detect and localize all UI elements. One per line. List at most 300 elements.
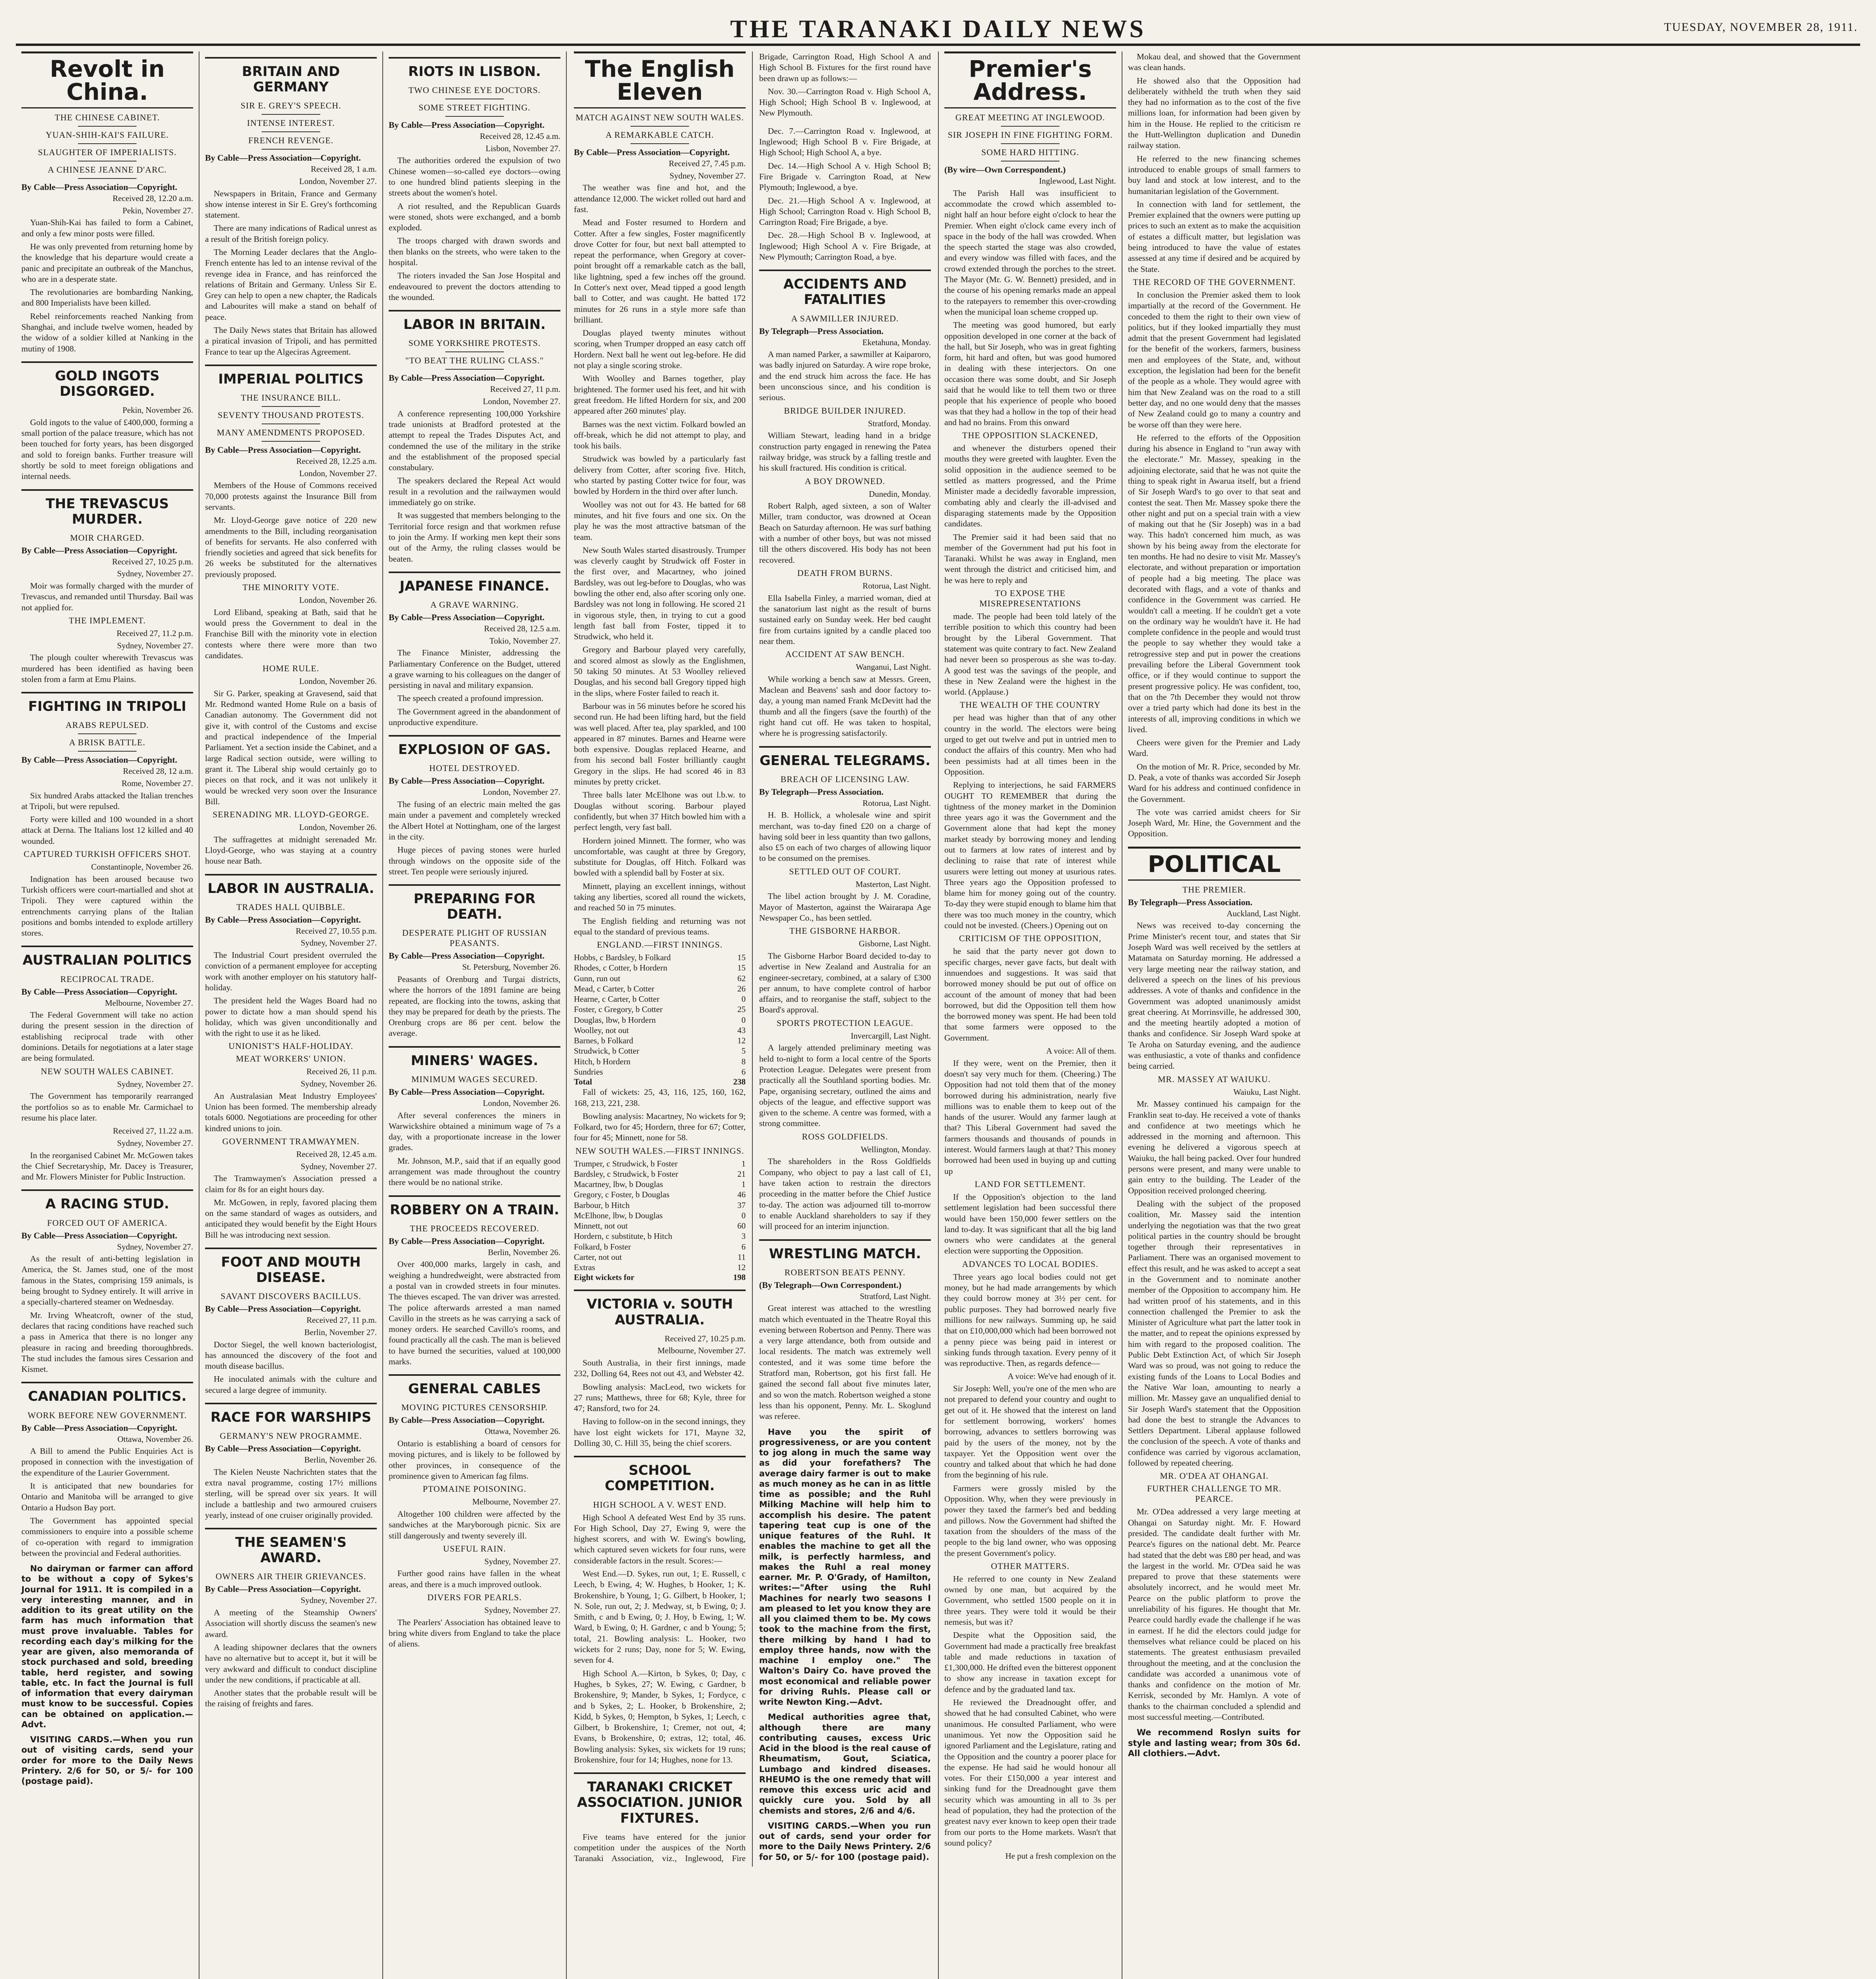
headline: FIGHTING IN TRIPOLI [21,692,193,717]
subheading: MINIMUM WAGES SECURED. [411,1074,538,1084]
place-dateline: Received 27, 10.25 p.m. [112,556,193,566]
advertisement: Medical authorities agree that, although there are many contributing causes, excess Uric Acid in the blood is the real cause of Rheumatism, Gout, Sciatica, Lumbago and kindred diseases. RHEUMO is the one remedy that will remove this excess uric acid and quickly cure you. Sold by all chemists and stores, 2/6 and 4/6. [759,1712,931,1816]
paragraph: A leading shipowner declares that the owners have no alternative but to accept it, but it will be very awkward and difficult to conduct discipline under the new conditions, if practicable at all. [205,1642,377,1685]
dateline: By Cable—Press Association—Copyright. [389,612,545,622]
subheading: LAND FOR SETTLEMENT. [974,1179,1086,1189]
issue-date: TUESDAY, NOVEMBER 28, 1911. [1664,21,1858,34]
place-dateline: Rotorua, Last Night. [862,798,931,808]
subheading: A CHINESE JEANNE D'ARC. [47,165,167,175]
subheading: THE OPPOSITION SLACKENED, [962,430,1098,441]
paragraph: The shareholders in the Ross Goldfields Company, who object to pay a last call of £1, have taken action to restrain the directors proceeding in the matter before the Chief Justice to-day. The action was adjourned till to-morrow to enable Auckland shareholders to say if they will proceed for an interim injunction. [759,1157,931,1231]
paragraph: Gregory and Barbour played very carefully, and scored almost as slowly as the Englishmen, 50 taking 50 minutes. At 53 Woolley relieved Douglas, and his second ball Gregory tipped high in the slips, where Foster failed to reach it. [574,645,746,698]
subheading: SERENADING MR. LLOYD-GEORGE. [213,809,369,820]
subheading: THE WEALTH OF THE COUNTRY [960,700,1101,710]
subheading: UNIONIST'S HALF-HOLIDAY. [228,1041,353,1051]
subheading: CAPTURED TURKISH OFFICERS SHOT. [23,849,191,859]
paragraph: In conclusion the Premier asked them to look impartially at the record of the Government. He conceded to them the right to their own view of politics, but if they looked impartially they must admit that the present Government had legislated for the benefit of the workers, farmers, business men and employees of the State, and, without exception, the legislation had been for the benefit of the people as a whole. They would agree with him that New Zealand was on the road to a still better day, and no one would deny that the masses of New Zealand could go to many a country and be worse off than they were here. [1128,290,1301,429]
place-dateline: Wanganui, Last Night. [856,662,931,672]
paragraph: If the Opposition's objection to the land settlement legislation had been successful there would have been 150,000 fewer settlers on the land to-day. It was significant that all the big land owners who were candidates at the general election were supporting the Opposition. [944,1192,1116,1256]
paragraph: Over 400,000 marks, largely in cash, and weighing a hundredweight, were abstracted from a postal van in crowded streets in four minutes. The thieves escaped. The van driver was arrested. The police afterwards arrested a man named Cavillo in the streets as he was carrying a sack of money orders. He searched Cavillo's rooms, and found practically all the cash. The man is believed to have burned the securities, valued at 100,000 marks. [389,1259,560,1367]
place-dateline: London, November 26. [299,595,377,605]
place-dateline: Invercargill, Last Night. [851,1031,931,1041]
scorecard-row [574,1169,746,1179]
place-dateline: Received 28, 12.25 a.m. [296,456,377,466]
headline: EXPLOSION OF GAS. [389,735,560,760]
paragraph: and whenever the disturbers opened their mouths they were greeted with laughter. Even the solid opposition in the audience seemed to be settled as matters progressed, and the Prime Minister made a decidedly favorable impression, combating ably and clearly the ill-advised and disparaging statements made by the Opposition candidates. [944,443,1116,529]
paragraph: A largely attended preliminary meeting was held to-night to form a local centre of the Sports Protection League. Delegates were present from practically all the Southland sporting bodies. Mr. Pape, organising secretary, outlined the aims and objects of the league, and effective support was given to the scheme. A centre was formed, with a strong committee. [759,1043,931,1128]
column-6 [939,51,1122,1979]
dateline: By Cable—Press Association—Copyright. [205,1443,361,1454]
paragraph: Three balls later McElhone was out l.b.w. to Douglas without scoring. Barbour played confidently, but when 37 Hitch bowled him with a perfect length, very fast ball. [574,790,746,832]
place-dateline: Auckland, Last Night. [1227,908,1301,918]
scorecard-row [574,984,746,994]
paragraph: Mr. Johnson, M.P., said that if an equally good arrangement was made throughout the country there would be no national strike. [389,1156,560,1187]
subheading: ENGLAND.—FIRST INNINGS. [597,940,723,950]
headline: PREPARING FOR DEATH. [389,884,560,925]
paragraph: he said that the party never got down to specific charges, never gave facts, but dealt with innuendoes and suggestions. It was said that borrowed money should be put out of office on account of the amount of money that had been borrowed, but did the Opposition tell them how the borrowed money was spent. He had been told that some farmers were opposed to the Government. [944,946,1116,1043]
paragraph: The Daily News states that Britain has allowed a piratical invasion of Tripoli, and has permitted France to tear up the Algeciras Agreement. [205,325,377,357]
scorecard-row [574,1015,746,1025]
batsman: Barnes, b Folkard [574,1036,633,1046]
subheading: SLAUGHTER OF IMPERIALISTS. [38,147,177,157]
place-dateline: Received 28, 1 a.m. [311,164,377,174]
paragraph: Sir G. Parker, speaking at Gravesend, said that Mr. Redmond wanted Home Rule on a basis of Canadian autonomy. The Government did not give it, with control of the Customs and excise and practical independence of the Imperial Parliament. Yet a section inside the Cabinet, and a large Radical section outside, were willing to grant it. The Liberal ship would certainly go to pieces on that rock, and it was not unlikely it would be wrecked very soon over the Insurance Bill. [205,688,377,806]
paragraph: Sir Joseph: Well, you're one of the men who are not prepared to defend your country and ought to get out of it. He showed that the interest on land for settlement borrowing, workers' homes borrowing, advances to settlers borrowing was paid by the users of the money, not by the taxpayer. Yet the Opposition went over the country and talked about that which he had done from the beginning of his rule. [944,1384,1116,1480]
place-dateline: Ottawa, November 26. [117,1434,193,1444]
place-dateline: Received 28, 12.5 a.m. [484,623,560,633]
runs: 43 [737,1025,746,1035]
place-dateline: Sydney, November 27. [300,938,377,948]
place-dateline: Lisbon, November 27. [486,143,560,153]
place-dateline: Received 27, 11.22 a.m. [113,1126,193,1136]
article [205,1403,377,1521]
advertisement: VISITING CARDS.—When you run out of visiting cards, send your order for more to the Daily News Printery. 2/6 for 50, or 5/- for 100 (postage paid). [21,1735,193,1786]
batsman: Bardsley, c Strudwick, b Foster [574,1169,678,1179]
runs: 12 [737,1036,746,1046]
advertisement: No dairyman or farmer can afford to be without a copy of Sykes's Journal for 1911. It is compiled in a very interesting manner, and in addition to its great utility on the farm has much information that must prove invaluable. Tables for recording each day's milking for the year are given, also memoranda of stock purchased and sold, breeding table, herd register, and sowing table, etc. In fact the Journal is full of information that every dairyman must know to be successful. Copies can be obtained on application.—Advt. [21,1564,193,1729]
paragraph: There are many indications of Radical unrest as a result of the British foreign policy. [205,223,377,244]
paragraph: The Finance Minister, addressing the Parliamentary Conference on the Budget, uttered a grave warning to his colleagues on the danger of persisting in naval and military expansion. [389,648,560,690]
place-dateline: Pekin, November 26. [122,405,193,415]
runs: 1 [741,1179,746,1189]
place-dateline: London, November 27. [483,397,560,406]
scorecard-row [574,1221,746,1231]
paragraph: The suffragettes at midnight serenaded Mr. Lloyd-George, who was staying at a country house near Bath. [205,834,377,866]
fixtures [759,126,931,263]
batsman: Barbour, b Hitch [574,1200,630,1210]
scorecard [574,1159,746,1273]
subheading: OWNERS AIR THEIR GRIEVANCES. [215,1571,366,1582]
paragraph: West End.—D. Sykes, run out, 1; E. Russell, c Leech, b Ewing, 4; W. Hughes, b Hooker, 1; K. Brokenshire, b Young, 1; G. Gilbert, b Hooker, 1; N. Sole, run out, 2; J. Medway, st, b Ewing, 0; J. Smith, c and b Ewing, 0; J. Hoy, b Ewing, 1; W. Ward, b Ewing, 0; H. Gardner, c and b Young; 5; total, 21. Bowling analysis: L. Hooker, two wickets for 2 runs; Day, none for 5; W. Ewing, seven for 4. [574,1569,746,1665]
dateline: By Cable—Press Association—Copyright. [389,120,545,130]
page-columns [16,51,1860,1979]
paragraph: Cheers were given for the Premier and Lady Ward. [1128,738,1301,758]
paragraph: The Gisborne Harbor Board decided to-day to advertise in New Zealand and Australia for an engineer-secretary, combined, at a salary of £300 per annum, to have complete control of harbor affairs, and to reorganise the staff, subject to the Board's approval. [759,951,931,1015]
article [759,1239,931,1862]
article [759,270,931,739]
paragraph: Peasants of Orenburg and Turgai districts, where the horrors of the 1891 famine are being repeated, are flocking into the towns, asking that they may be prepared for death by the priests. The Orenburg crops are 86 per cent. below the average. [389,974,560,1038]
paragraph: Robert Ralph, aged sixteen, a son of Walter Miller, tram conductor, was drowned at Ocean Beach on Saturday afternoon. He was surf bathing with a number of other boys, but was not missed till the others discovered. His body has not been recovered. [759,501,931,565]
batsman: Mead, c Carter, b Cotter [574,984,655,993]
paragraph: It is anticipated that new boundaries for Ontario and Manitoba will be arranged to give Ontario a Hudson Bay port. [21,1481,193,1512]
paragraph: He referred to one county in New Zealand owned by one man, but acquired by the Government, who settled 1500 people on it in three years. They were told it would be their nemesis, but was it? [944,1574,1116,1627]
paragraph: The Tramwaymen's Association pressed a claim for 8s for an eight hours day. [205,1174,377,1194]
paragraph: per head was higher than that of any other country in the world. The electors were being urged to get out twelve and put in untried men to conduct the affairs of this country. Men who had been pessimists had at all times been in the Opposition. [944,713,1116,777]
paragraph: The authorities ordered the expulsion of two Chinese women—so-called eye doctors—owing to one hundred blind patients sleeping in the streets about the women's hotel. [389,156,560,198]
subheading: CRITICISM OF THE OPPOSITION, [959,933,1102,944]
place-dateline: Received 28, 12.45 a.m. [480,131,560,141]
subheading: THE PROCEEDS RECOVERED. [410,1223,539,1233]
article [21,692,193,938]
headline: CANADIAN POLITICS. [21,1382,193,1407]
scorecard [574,952,746,1077]
subheading: A REMARKABLE CATCH. [606,130,714,140]
paragraph: Mr. Massey continued his campaign for the Franklin seat to-day. He received a vote of thanks and confidence at two meetings which he addressed in the morning and afternoon. This evening he delivered a vigorous speech at Waiuku, the hall being packed. Over four hundred persons were present, and many were unable to gain entry to the building. The Leader of the Opposition received prolonged cheering. [1128,1099,1301,1195]
paragraph: He reviewed the Dreadnought offer, and showed that he had consulted Cabinet, who were unanimous. He consulted Parliament, who were unanimous. Yet now the Opposition said he ignored Parliament and the Legislature, rating and the Opposition and the country a poorer place for the expense. He had said he would honour all votes. For their £150,000 a year interest and sinking fund for the Dreadnought gave them security which was amounting in all to 3s per head of population, they had the protection of the greatest navy ever known to keep open their trade from our ports to the Home markets. Wasn't that sound policy? [944,1698,1116,1848]
paragraph: Dec. 14.—High School A v. High School B; Fire Brigade v. Carrington Road, at New Plymouth; Inglewood, a bye. [759,161,931,192]
scorecard-row [574,1056,746,1067]
subheading: MR. MASSEY AT WAIUKU. [1158,1074,1271,1084]
paragraph: The plough coulter wherewith Trevascus was murdered has been identified as having been stolen from a farm at Emu Plains. [21,653,193,684]
place-dateline: Stratford, Monday. [868,418,931,428]
paragraph: High School A.—Kirton, b Sykes, 0; Day, c Hughes, b Sykes, 27; W. Ewing, c Gardner, b Brokenshire, 9; Mander, b Sykes, 1; Fordyce, c and b Sykes, 2; L. Hooker, b Brokenshire, 2; Kidd, b Sykes, 0; Hempton, b Sykes, 1; Leech, c Gilbert, b Brokenshire, 1; Cremer, not out, 4; Evans, b Brokenshire, 0; extras, 12; total, 46. Bowling analysis: Sykes, six wickets for 19 runs; Brokenshire, four for 14; Hughes, none for 13. [574,1668,746,1765]
paragraph: Indignation has been aroused because two Turkish officers were court-martialled and shot at Tripoli. They were captured within the entrenchments carrying plans of the Italian positions and bombs intended to explode artillery stores. [21,874,193,938]
subheading: TRADES HALL QUIBBLE. [236,902,346,912]
scorecard-row [574,1046,746,1056]
paragraph: The troops charged with drawn swords and then blanks on the streets, who were taken to the hospital. [389,236,560,268]
paragraph: Despite what the Opposition said, the Government had made a practically free breakfast table and made reductions in taxation of £1,300,000. He drifted even the bitterest opponent to show any increase in taxation except for defence and by the graduated land tax. [944,1630,1116,1694]
subheading: YUAN-SHIH-KAI'S FAILURE. [46,130,169,140]
dateline: (By wire—Own Correspondent.) [944,165,1066,175]
batsman: Hitch, b Hordern [574,1056,630,1066]
headline: FOOT AND MOUTH DISEASE. [205,1248,377,1288]
subheading: SEVENTY THOUSAND PROTESTS. [217,410,365,420]
paragraph: The Government has temporarily rearranged the portfolios so as to enable Mr. Carmichael to resume his place later. [21,1091,193,1122]
place-dateline: Ottawa, November 26. [484,1426,560,1436]
headline: RACE FOR WARSHIPS [205,1403,377,1428]
place-dateline: Received 27, 10.55 p.m. [296,926,377,936]
batsman: Folkard, b Foster [574,1242,631,1252]
headline: Premier's Address. [944,51,1116,108]
paragraph: The Kielen Neuste Nachrichten states that the extra naval programme, costing 17½ millions sterling, will be spread over six years. It will include a battleship and two armoured cruisers yearly, instead of one cruiser originally provided. [205,1467,377,1520]
runs: 1 [741,1159,746,1168]
batsman: Hobbs, c Bardsley, b Folkard [574,953,671,963]
subheading: THE INSURANCE BILL. [241,393,341,403]
runs: 60 [737,1221,746,1231]
paragraph: On the motion of Mr. R. Price, seconded by Mr. D. Peak, a vote of thanks was accorded Sir Joseph Ward for his address and continued confidence in the Government. [1128,762,1301,804]
paragraph: Dealing with the subject of the proposed coalition, Mr. Massey said the intention underlying the negotiation was that the two great political parties in the country should be brought together through their representatives in Parliament. There was an organised movement to effect this result, and he was asked to accept a seat in the Government and to nominate another member of the Opposition to accompany him. He had written proof of his statements, and in this connection challenged the Premier to ask the Minister of Agriculture what part the latter took in the matter, and to repeat the opinions expressed by him with regard to the proposed coalition. The Public Debt Extinction Act, of which Sir Joseph Ward was so proud, was not going to reduce the existing funds of the Loans to Local Bodies and the Native War loan, amounting to nearly a million. Mr. Massey gave an unqualified denial to Sir Joseph Ward's statement that the Opposition had done the best to strangle the Advances to Settlers Department. Liberal applause followed the conclusion of the speech. A vote of thanks and confidence was carried by vigorous acclamation, followed by repeated cheering. [1128,1198,1301,1468]
paragraph: Mr. Lloyd-George gave notice of 220 new amendments to the Bill, including reorganisation of benefits for servants. He also conferred with friendly societies and agreed that sick benefits for 26 weeks be substituted for the alternatives previously proposed. [205,515,377,579]
total-value: 198 [733,1272,746,1282]
paragraph: If they were, went on the Premier, then it doesn't say very much for them. (Cheering.) The Opposition had not told them that of the money borrowed during his administration, nearly five millions was to enable them to keep out of the hands of the usurer. Would any farmer laugh at that? This Liberal Government had saved the farmers thousands and thousands of pounds in interest. Would farmers laugh at that? This money borrowed had been used in buying up and cutting up [944,1058,1116,1176]
article [389,884,560,1039]
place-dateline: Melbourne, November 27. [105,998,193,1008]
paragraph: The libel action brought by J. M. Coradine, Mayor of Masterton, against the Wairarapa Age Newspaper Co., has been settled. [759,891,931,923]
place-dateline: Berlin, November 26. [488,1247,560,1257]
advertisement: Have you the spirit of progressiveness, or are you content to jog along in much the same way as did your forefathers? The average dairy farmer is out to make as much money as he can in as little time as possible; and the Ruhl Milking Machine will help him to accomplish his desire. The patent tapering teat cup is one of the unique features of the Ruhl. It enables the machine to get all the milk, is perfectly harmless, and makes the Ruhl a real money earner. Mr. P. O'Grady, of Hamilton, writes:—"After using the Ruhl Machines for nearly two seasons I am pleased to let you know they are all you claimed them to be. My cows took to the machine from the first, there milking by hand I had to employ three hands, now with the machine I employ one." The Walton's Dairy Co. have proved the most economical and reliable power for driving Ruhls. Please call or write Newton King.—Advt. [759,1427,931,1707]
batsman: Strudwick, b Cotter [574,1046,640,1056]
subheading: A BOY DROWNED. [805,476,885,486]
paragraph: With Woolley and Barnes together, play brightened. The former used his feet, and hit with great freedom. He lifted Hordern for six, and 200 appeared after 260 minutes' play. [574,374,746,416]
dateline: By Cable—Press Association—Copyright. [205,153,361,163]
paragraph: made. The people had been told lately of the terrible position to which this country had been brought by the Liberal Government. That statement was quite contrary to fact. New Zealand had never been so prosperous as she was to-day. A good test was the savings of the people, and these in New Zealand were the highest in the world. (Applause.) [944,612,1116,697]
place-dateline: Received 27, 7.45 p.m. [668,159,746,168]
subheading: HOTEL DESTROYED. [429,763,520,773]
place-dateline: Melbourne, November 27. [472,1497,560,1507]
subheading: MR. O'DEA AT OHANGAI. [1160,1471,1269,1481]
paragraph: Members of the House of Commons received 70,000 protests against the Insurance Bill from servants. [205,481,377,512]
place-dateline: Received 28, 12.20 a.m. [112,194,193,203]
paragraph: Ella Isabella Finley, a married woman, died at the sanatorium last night as the result of burns sustained early on Sunday week. Her bed caught fire from curtains ignited by a candle placed too near them. [759,593,931,646]
subheading: FORCED OUT OF AMERICA. [47,1217,167,1228]
paragraph: While working a bench saw at Messrs. Green, Maclean and Beavens' sash and door factory to-day, a young man named Frank McDevitt had the thumb and all the fingers (save the fourth) of the right hand cut off. He was taken to hospital, where he is progressing satisfactorily. [759,674,931,738]
scorecard-row [574,1035,746,1046]
article [389,1374,560,1649]
paragraph: Barnes was the next victim. Folkard bowled an off-break, which he did not attempt to play, and took his bails. [574,419,746,451]
batsman: Woolley, not out [574,1025,629,1035]
subheading: ROSS GOLDFIELDS. [802,1131,888,1141]
place-dateline: Berlin, November 26. [304,1455,377,1465]
subheading: ADVANCES TO LOCAL BODIES. [962,1259,1099,1269]
paragraph: Altogether 100 children were affected by the sandwiches at the Maryborough picnic. Six are still dangerously and twenty severely ill. [389,1509,560,1540]
runs: 25 [737,1005,746,1014]
paragraph: H. B. Hollick, a wholesale wine and spirit merchant, was to-day fined £20 on a charge of having sold beer in less quantity than two gallons, also £5 on each of two charges of allowing liquor to be consumed on the premises. [759,810,931,863]
subheading: GERMANY'S NEW PROGRAMME. [220,1431,362,1441]
paragraph: The English fielding and returning was not equal to the standard of previous teams. [574,916,746,936]
headline: BRITAIN AND GERMANY [205,57,377,97]
paragraph: The speakers declared the Repeal Act would result in a revolution and the railwaymen would immediately go on strike. [389,476,560,507]
batsman: McElhone, lbw, b Douglas [574,1210,663,1220]
subheading: DIVERS FOR PEARLS. [427,1592,522,1603]
runs: 6 [741,1067,746,1077]
batsman: Minnett, not out [574,1221,628,1231]
paragraph: The president held the Wages Board had no power to dictate how a man should spend his holiday, which was given unconditionally and with the right to use it as he liked. [205,996,377,1038]
subheading: THE MINORITY VOTE. [242,582,340,593]
subheading: SOME STREET FIGHTING. [418,103,531,113]
subheading: ROBERTSON BEATS PENNY. [784,1267,906,1277]
place-dateline: Received 27, 11.2 p.m. [116,628,193,638]
rule [1001,143,1060,144]
paragraph: Minnett, playing an excellent innings, without taking any liberties, scored all round the wickets, and reached 50 in 75 minutes. [574,881,746,913]
subheading: GOVERNMENT TRAMWAYMEN. [222,1136,360,1146]
paragraph: Having to follow-on in the second innings, they have lost eight wickets for 171, Mayne 32, Dolling 30, C. Hill 35, being the chief scorers. [574,1417,746,1448]
rule [78,143,137,144]
runs: 11 [737,1252,746,1262]
place-dateline: Rome, November 27. [122,778,193,788]
rule [262,114,320,115]
paragraph: Barbour was in 56 minutes before he scored his second run. He had been lifting hard, but the field was well placed. After tea, play sparkled, and 100 appeared in 87 minutes. Barnes and Hearne were both expensive. Douglas replaced Hearne, and from his second ball Foster brilliantly caught Gregory in the slips. He had scored 46 in 83 minutes by pretty cricket. [574,701,746,787]
batsman: Gregory, c Foster, b Douglas [574,1190,670,1200]
subheading: FURTHER CHALLENGE TO MR. PEARCE. [1147,1483,1282,1504]
headline: TARANAKI CRICKET ASSOCIATION. JUNIOR FIXTURES. [574,1772,746,1828]
place-dateline: Received 26, 11 p.m. [306,1067,377,1077]
fall-of-wickets: Fall of wickets: 25, 43, 116, 125, 160, 162, 168, 213, 221, 238. [574,1087,746,1108]
article [21,946,193,1182]
article [21,1189,193,1375]
place-dateline: Received 27, 10.25 p.m. [665,1333,746,1343]
place-dateline: Sydney, November 27. [669,171,746,180]
place-dateline: Melbourne, November 27. [657,1346,746,1356]
runs: 0 [741,994,746,1004]
rule [445,351,504,352]
rule [445,369,504,370]
dateline: By Cable—Press Association—Copyright. [389,1236,545,1246]
paragraph: Mead and Foster resumed to Hordern and Cotter. After a few singles, Foster magnificently drove Cotter for four, but next ball attempted to repeat the performance, when Gregory at cover-point brought off a remarkable catch as the ball, like lightning, sped a few inches off the ground. In Cotter's next over, Mead tipped a good length ball to Cotter, and was caught. He batted 172 minutes for 26 runs in a style more safe than brilliant. [574,218,746,325]
dateline: By Cable—Press Association—Copyright. [21,755,177,765]
paragraph: The rioters invaded the San Jose Hospital and endeavoured to prevent the doctors attending to the wounded. [389,271,560,302]
dateline: By Cable—Press Association—Copyright. [205,914,361,925]
paragraph: After several conferences the miners in Warwickshire obtained a minimum wage of 7s a day, with a proportionate increase in the lower grades. [389,1110,560,1153]
paragraph: Forty were killed and 100 wounded in a short attack at Derna. The Italians lost 12 killed and 40 wounded. [21,815,193,846]
runs: 26 [737,984,746,993]
subheading: THE PREMIER. [1182,884,1246,895]
dateline: By Cable—Press Association—Copyright. [21,1423,177,1433]
subheading: DESPERATE PLIGHT OF RUSSIAN PEASANTS. [402,928,547,948]
paragraph: An Australasian Meat Industry Employees' Union has been formed. The membership already totals 6000. Negotiations are proceeding for other kindred unions to join. [205,1091,377,1133]
article [205,1528,377,1709]
subheading: SIR E. GREY'S SPEECH. [240,101,342,111]
headline: RIOTS IN LISBON. [389,57,560,82]
place-dateline: Received 28, 12.45 a.m. [296,1149,377,1159]
headline: POLITICAL [1128,847,1301,881]
place-dateline: Waiuku, Last Night. [1233,1087,1301,1097]
paragraph: A Bill to amend the Public Enquiries Act is proposed in connection with the investigation of the expenditure of the Laurier Government. [21,1446,193,1478]
rule [262,406,320,407]
rule [262,441,320,442]
subheading: MOVING PICTURES CENSORSHIP. [401,1402,548,1413]
place-dateline: Received 27, 11 p.m. [490,384,560,394]
dateline: By Cable—Press Association—Copyright. [21,182,177,192]
cricket-and-accidents-columns [574,51,931,1867]
paragraph: The Government agreed in the abandonment of unproductive expenditure. [389,707,560,727]
subheading: USEFUL RAIN. [443,1543,506,1554]
runs: 6 [741,1242,746,1252]
subheading: ARABS REPULSED. [65,720,149,730]
paragraph: The Government has appointed special commissioners to enquire into a possible scheme of co-operation with regard to immigration between the provincial and Federal authorities. [21,1516,193,1558]
paragraph: Hordern joined Minnett. The former, who was uncomfortable, was caught at three by Gregory, substitute for Douglas, off Hitch. Folkard was bowled with a splendid ball by Foster at six. [574,836,746,878]
place-dateline: Tokio, November 27. [489,636,560,646]
place-dateline: London, November 27. [483,787,560,797]
paragraph: In the reorganised Cabinet Mr. McGowen takes the Chief Secretaryship, Mr. Dacey is Treasurer, and Mr. Flowers Minister for Public Instruction. [21,1150,193,1182]
headline: SCHOOL COMPETITION. [574,1456,746,1496]
paragraph: Newspapers in Britain, France and Germany show intense interest in Sir E. Grey's forthcoming statement. [205,188,377,220]
paragraph: The revolutionaries are bombarding Nanking, and 800 Imperialists have been killed. [21,287,193,308]
total-label: Eight wickets for [574,1272,634,1282]
paragraph: A conference representing 100,000 Yorkshire trade unionists at Bradford protested at the attempt to repeal the Trades Disputes Act, and condemned the use of the military in the strike and the establishment of the proposed special constabulary. [389,408,560,473]
article [574,51,746,1282]
place-dateline: Berlin, November 27. [304,1327,377,1337]
subheading: BRIDGE BUILDER INJURED. [784,405,906,416]
paragraph: Huge pieces of paving stones were hurled through windows on the opposite side of the street. Ten people were seriously injured. [389,845,560,876]
runs: 12 [737,1263,746,1272]
subheading: WORK BEFORE NEW GOVERNMENT. [27,1410,187,1420]
paragraph: Five teams have entered for the junior competition under the auspices of the North Taranaki Association, viz., Inglewood, Fire Brigade, Carrington Road, High School A and High School B. Fixtures for the first round have been drawn up as follows:— [574,52,931,1863]
subheading: A BRISK BATTLE. [69,737,146,748]
scorecard-row [574,952,746,963]
dateline: By Cable—Press Association—Copyright. [389,373,545,383]
total-label: Total [574,1077,592,1087]
paragraph: In connection with land for settlement, the Premier explained that the owners were putting up prices to such an extent as to make the acquisition of estates a difficult matter, but legislation was being introduced to have the value of estates assessed at any time if desired and be acquired by the State. [1128,199,1301,274]
dateline: By Telegraph—Press Association. [1128,897,1253,907]
paragraph: High School A defeated West End by 35 runs. For High School, Day 27, Ewing 9, were the highest scorers, and with W. Ewing's bowling, which captured seven wickets for four runs, were considerable factors in the result. Scores:— [574,1512,746,1565]
place-dateline: St. Petersburg, November 26. [462,962,560,972]
scorecard-row [574,1159,746,1169]
batsman: Gunn, run out [574,973,621,983]
place-dateline: Received 27, 11 p.m. [306,1315,377,1325]
place-dateline: Sydney, November 27. [117,640,193,650]
column-3 [383,51,567,1979]
paragraph: Great interest was attached to the wrestling match which eventuated in the Theatre Royal this evening between Robertson and Penny. There was a very large attendance, both from outside and local residents. The match was extremely well contested, and it was some time before the Stratford man, Robertson, got his first fall. He gained the second fall about five minutes later, and so won the match. Robertson weighed a stone less than his opponent, Penny. Mr. L. Skoglund was referee. [759,1303,931,1421]
place-dateline: Sydney, November 27. [300,1595,377,1605]
paragraph: Mr. O'Dea addressed a very large meeting at Ohangai on Saturday night. Mr. F. Howard presided. The candidate dealt further with Mr. Pearce's figures on the national debt. Mr. Pearce had stated that the debt was £80 per head, and was the largest in the world. Mr. O'Dea said he was prepared to prove that these statements were absolutely incorrect, and he would meet Mr. Pearce on the public platform to prove the unreliability of his figures. He thought that Mr. Pearce could hardly evade the challenge if he was in earnest. If he did the electors could judge for themselves what reliance could be placed on his statements. The greatest enthusiasm prevailed throughout the meeting, and at the conclusion the candidate was accorded a unanimous vote of thanks and confidence on the motion of Mr. Kerrisk, seconded by Mr. Hamlyn. A vote of thanks to the chairman concluded a splendid and most successful meeting.—Contributed. [1128,1507,1301,1722]
paragraph: The Pearlers' Association has obtained leave to bring white divers from England to take the place of aliens. [389,1617,560,1649]
paragraph: Moir was formally charged with the murder of Trevascus, and remanded until Thursday. Bail was not applied for. [21,581,193,612]
subheading: THE CHINESE CABINET. [55,112,160,122]
article [1128,847,1301,1759]
paragraph: Woolley was not out for 43. He batted for 68 minutes, and hit five fours and one six. On the play he was the most attractive batsman of the team. [574,499,746,542]
paragraph: The fusing of an electric main melted the gas main under a pavement and completely wrecked the Albert Hotel at Nottingham, one of the largest in the city. [389,800,560,841]
runs: 62 [737,973,746,983]
subheading: NEW SOUTH WALES CABINET. [41,1066,174,1076]
headline: ROBBERY ON A TRAIN. [389,1195,560,1220]
subheading: TO EXPOSE THE MISREPRESENTATIONS [979,588,1081,609]
batsman: Carter, not out [574,1252,622,1262]
subheading: MANY AMENDMENTS PROPOSED. [216,427,365,438]
paragraph: Rebel reinforcements reached Nanking from Shanghai, and include twelve women, headed by the widow of a soldier killed at Nanking in the mutiny of 1908. [21,311,193,353]
paragraph: He inoculated animals with the culture and secured a large degree of immunity. [205,1374,377,1395]
paragraph: Bowling analysis: MacLeod, two wickets for 27 runs; Matthews, three for 68; Kyle, three for 47; Ransford, two for 24. [574,1382,746,1413]
paragraph: Three years ago local bodies could not get money, but he had made arrangements by which they could borrow money at 3½ per cent. for public purposes. They had borrowed nearly five millions for new railways. Summing up, he said that on £10,000,000 which had been borrowed not a penny piece was being paid in interest or sinking funds through taxation. Every penny of it was reproductive. Then, as regards defence— [944,1272,1116,1368]
article [389,735,560,877]
article [205,365,377,867]
batsman: Hearne, c Carter, b Cotter [574,994,660,1004]
place-dateline: Wellington, Monday. [860,1144,931,1154]
paragraph: Farmers were grossly misled by the Opposition. Why, when they were previously in power they taxed the farmer's bed and bedding and pillows. Now the Government had shifted the taxation from the shoulders of the mass of the people to the big land owner, who was opposing the present Government's policy. [944,1483,1116,1558]
paragraph: The Parish Hall was insufficient to accommodate the crowd which assembled to-night half an hour before eight o'clock to hear the Premier. When eight o'clock came every inch of space in the body of the hall was crowded. When the speech started the stage was also crowded, and every window was filled with faces, and the crowd extended through the porches to the street. The Mayor (Mr. G. W. Bennett) presided, and in the course of his opening remarks made an appeal to the ratepayers to remember this over-crowding when the municipal loan scheme cropped up. [944,188,1116,317]
article [21,361,193,482]
scorecard-row [574,963,746,973]
article [389,572,560,728]
article [574,1290,746,1449]
scorecard-total [574,1272,746,1282]
paragraph: The Industrial Court president overruled the conviction of a permanent employee for accepting work with another employer on his statutory half-holiday. [205,950,377,992]
headline: GENERAL CABLES [389,1374,560,1399]
paragraph: News was received to-day concerning the Prime Minister's recent tour, and states that Sir Joseph Ward was well received by the settlers at Matamata on Saturday morning. He addressed a very large meeting near the railway station, and delivered a speech on the lines of his previous addresses. A vote of thanks and confidence in the Government was adopted unanimously amidst great cheering. At Morrinsville, he addressed 300, and the meeting heartily adopted a motion of thanks and confidence. Sir Joseph Ward spoke at Te Aroha on Saturday evening, and the audience was enthusiastic, a vote of thanks and confidence being carried. [1128,921,1301,1071]
subheading: BREACH OF LICENSING LAW. [780,774,910,784]
scorecard-row [574,994,746,1004]
runs: 8 [741,1056,746,1066]
subheading: MATCH AGAINST NEW SOUTH WALES. [575,112,744,122]
paragraph: The Morning Leader declares that the Anglo-French entente has led to an intense revival of the revenge idea in France, and has reinforced the relations of Britain and Germany. Unless Sir E. Grey can help to open a new chapter, the Radicals and Labourites will make a stand on behalf of peace. [205,247,377,322]
subheading: SIR JOSEPH IN FINE FIGHTING FORM. [947,130,1113,140]
paragraph: Dec. 7.—Carrington Road v. Inglewood, at Inglewood; High School B v. Fire Brigade, at High School; High School A, a bye. [759,126,931,158]
subheading: HOME RULE. [262,663,319,674]
paragraph: Doctor Siegel, the well known bacteriologist, has announced the discovery of the foot and mouth disease bacillus. [205,1339,377,1371]
paragraph: Strudwick was bowled by a particularly fast delivery from Cotter, after scoring five. Hitch, who started by pasting Cotter twice for four, was bowled by Hordern in the third over after lunch. [574,454,746,496]
paragraph: Another states that the probable result will be the raising of freights and fares. [205,1688,377,1709]
paragraph: William Stewart, leading hand in a bridge construction party engaged in renewing the Patea railway bridge, was struck by a falling trestle and his skull fractured. His condition is critical. [759,431,931,473]
subheading: HIGH SCHOOL A V. WEST END. [593,1499,727,1510]
paragraph: The Premier said it had been said that no member of the Government had put his foot in Taranaki. Whilst he was away in England, men went through the district and criticised him, and he was here to reply and [944,532,1116,585]
place-dateline: London, November 26. [299,822,377,832]
runs: 5 [741,1046,746,1056]
column-7 [1122,51,1306,1979]
subheading: SPORTS PROTECTION LEAGUE. [777,1018,913,1028]
place-dateline: Masterton, Last Night. [855,879,931,889]
subheading: SOME HARD HITTING. [981,147,1079,157]
place-dateline: Constantinople, November 26. [91,862,193,872]
paragraph: He referred to the new financing schemes introduced to enable groups of small farmers to buy land and stock at low interest, and to the humanitarian legislation of the Government. [1128,154,1301,196]
